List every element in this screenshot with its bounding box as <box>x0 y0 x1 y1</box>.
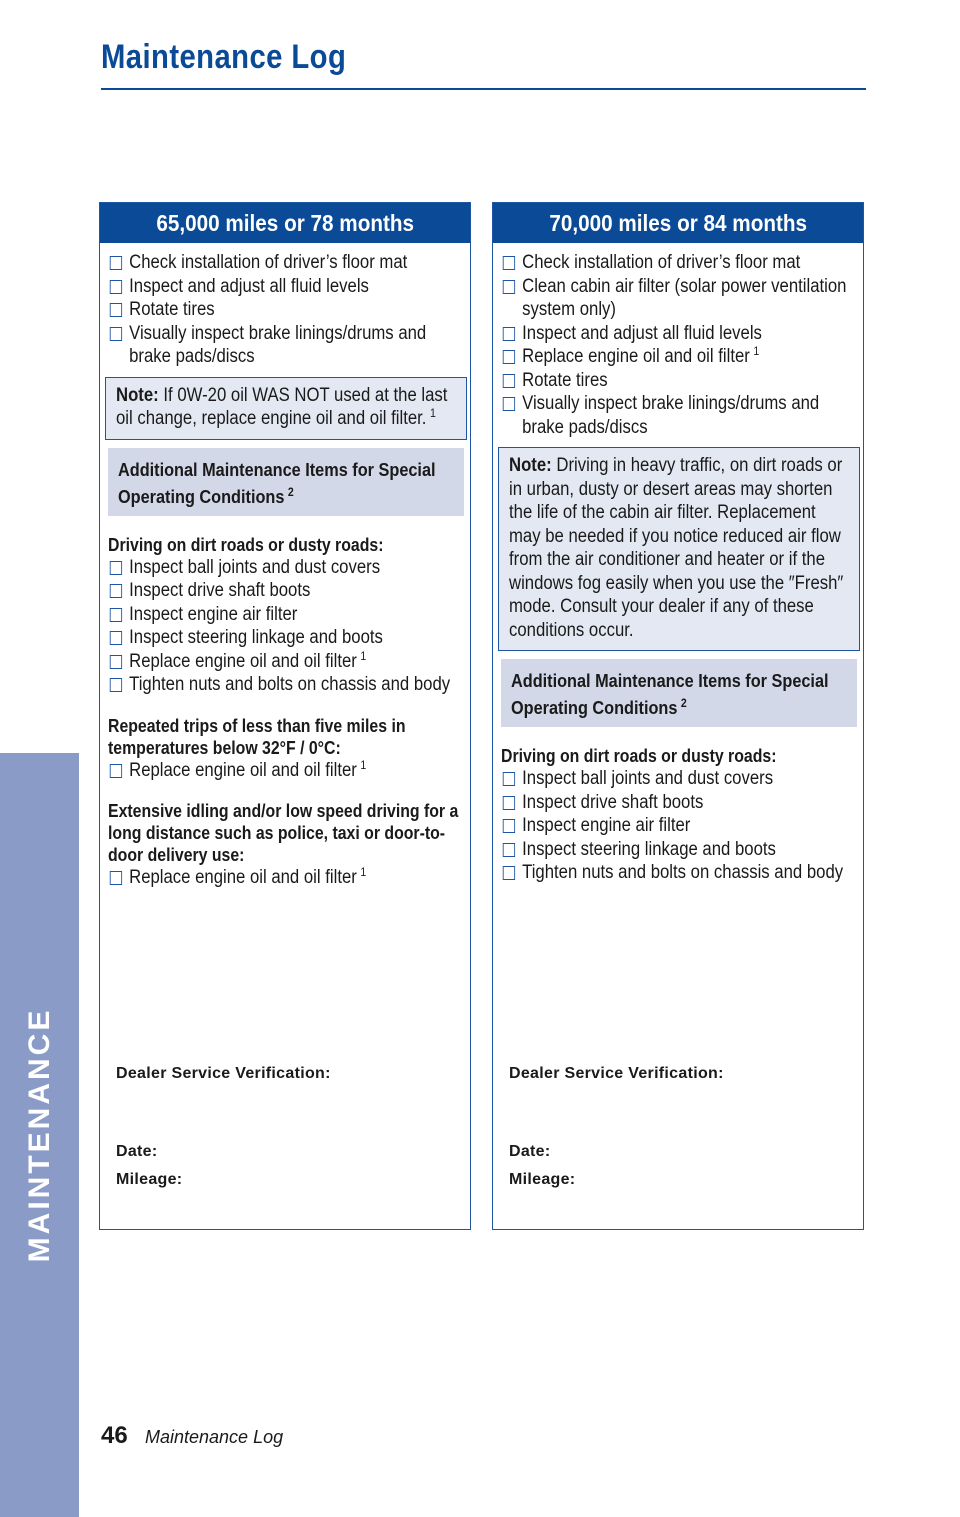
checklist-item[interactable]: Rotate tires <box>108 298 465 322</box>
checklist-item[interactable]: Inspect steering linkage and boots <box>108 626 465 650</box>
checkbox-icon[interactable] <box>503 280 515 294</box>
checklist-item[interactable]: Visually inspect brake linings/drums and brake pads/discs <box>108 322 465 369</box>
checklist-item[interactable]: Inspect steering linkage and boots <box>501 838 858 862</box>
condition-heading: Extensive idling and/or low speed driving for a long distance such as police, taxi or door-to-door delivery use: <box>108 801 459 865</box>
checkbox-icon[interactable] <box>503 772 515 786</box>
condition-heading: Driving on dirt roads or dusty roads: <box>108 534 384 555</box>
checkbox-icon[interactable] <box>110 303 122 317</box>
service-card-header: 70,000 miles or 84 months <box>493 203 863 243</box>
checkbox-icon[interactable] <box>110 608 122 622</box>
checklist-item[interactable]: Visually inspect brake linings/drums and brake pads/discs <box>501 392 858 439</box>
checkbox-icon[interactable] <box>503 350 515 364</box>
checklist-item[interactable]: Inspect engine air filter <box>501 814 858 838</box>
checkbox-icon[interactable] <box>110 256 122 270</box>
checkbox-icon[interactable] <box>110 584 122 598</box>
checklist-item[interactable]: Check installation of driver’s floor mat <box>501 251 858 275</box>
checkbox-icon[interactable] <box>110 655 122 669</box>
checklist-item[interactable]: Inspect and adjust all fluid levels <box>501 322 858 346</box>
service-card-65000 <box>99 202 471 1230</box>
note-box: Note: Driving in heavy traffic, on dirt roads or in urban, dusty or desert areas may shorten the life of the cabin air filter. Replacement may be needed if you notice reduced air flow from the air conditioner and heater or if the windows fog easily when you use the ″Fresh″ mode. Consult your dealer if any of these conditions occur. <box>498 447 860 651</box>
checkbox-icon[interactable] <box>503 374 515 388</box>
checklist-item[interactable]: Replace engine oil and oil filter $^1$ <box>108 759 465 783</box>
checkbox-icon[interactable] <box>110 678 122 692</box>
condition-heading: Repeated trips of less than five miles in temperatures below 32°F / 0°C: <box>108 715 406 758</box>
checklist-item[interactable]: Clean cabin air filter (solar power ventilation system only) <box>501 275 858 322</box>
checklist-item[interactable]: Inspect engine air filter <box>108 603 465 627</box>
checkbox-icon[interactable] <box>110 327 122 341</box>
checkbox-icon[interactable] <box>503 327 515 341</box>
mileage-label: Mileage: <box>116 1171 183 1188</box>
note-box: Note: If 0W-20 oil WAS NOT used at the last oil change, replace engine oil and oil filter. $^1$ <box>105 377 467 440</box>
checkbox-icon[interactable] <box>503 866 515 880</box>
checklist-item[interactable]: Tighten nuts and bolts on chassis and body <box>108 673 465 697</box>
dealer-verification-label: Dealer Service Verification: <box>509 1065 724 1082</box>
additional-items-heading: Additional Maintenance Items for Special Operating Conditions $^2$ <box>108 448 464 516</box>
checkbox-icon[interactable] <box>110 871 122 885</box>
checkbox-icon[interactable] <box>110 631 122 645</box>
service-card-header: 65,000 miles or 78 months <box>100 203 470 243</box>
title-divider <box>101 88 866 90</box>
checkbox-icon[interactable] <box>503 819 515 833</box>
page-title: Maintenance Log <box>101 38 347 76</box>
footer-section-label: Maintenance Log <box>145 1427 284 1447</box>
checklist-item[interactable]: Check installation of driver’s floor mat <box>108 251 465 275</box>
checklist-item[interactable]: Inspect ball joints and dust covers <box>501 767 858 791</box>
checkbox-icon[interactable] <box>503 796 515 810</box>
date-label: Date: <box>509 1143 551 1160</box>
checkbox-icon[interactable] <box>110 764 122 778</box>
checklist-item[interactable]: Replace engine oil and oil filter $^1$ <box>108 866 465 890</box>
mileage-label: Mileage: <box>509 1171 576 1188</box>
checklist-item[interactable]: Inspect drive shaft boots <box>108 579 465 603</box>
checkbox-icon[interactable] <box>503 256 515 270</box>
checklist-item[interactable]: Inspect ball joints and dust covers <box>108 556 465 580</box>
checkbox-icon[interactable] <box>110 561 122 575</box>
checklist-item[interactable]: Replace engine oil and oil filter $^1$ <box>501 345 858 369</box>
checkbox-icon[interactable] <box>110 280 122 294</box>
checklist-item[interactable]: Inspect drive shaft boots <box>501 791 858 815</box>
checklist-item[interactable]: Inspect and adjust all fluid levels <box>108 275 465 299</box>
condition-heading: Driving on dirt roads or dusty roads: <box>501 746 777 766</box>
checklist-item[interactable]: Replace engine oil and oil filter $^1$ <box>108 650 465 674</box>
date-label: Date: <box>116 1143 158 1160</box>
additional-items-heading: Additional Maintenance Items for Special Operating Conditions $^2$ <box>501 659 857 727</box>
checklist-item[interactable]: Rotate tires <box>501 369 858 393</box>
checkbox-icon[interactable] <box>503 843 515 857</box>
dealer-verification-label: Dealer Service Verification: <box>116 1065 331 1082</box>
checkbox-icon[interactable] <box>503 397 515 411</box>
section-side-tab-label: MAINTENANCE <box>23 1007 56 1263</box>
service-card-70000 <box>492 202 864 1230</box>
checklist-item[interactable]: Tighten nuts and bolts on chassis and body <box>501 861 858 885</box>
page-number: 46 <box>101 1422 128 1449</box>
